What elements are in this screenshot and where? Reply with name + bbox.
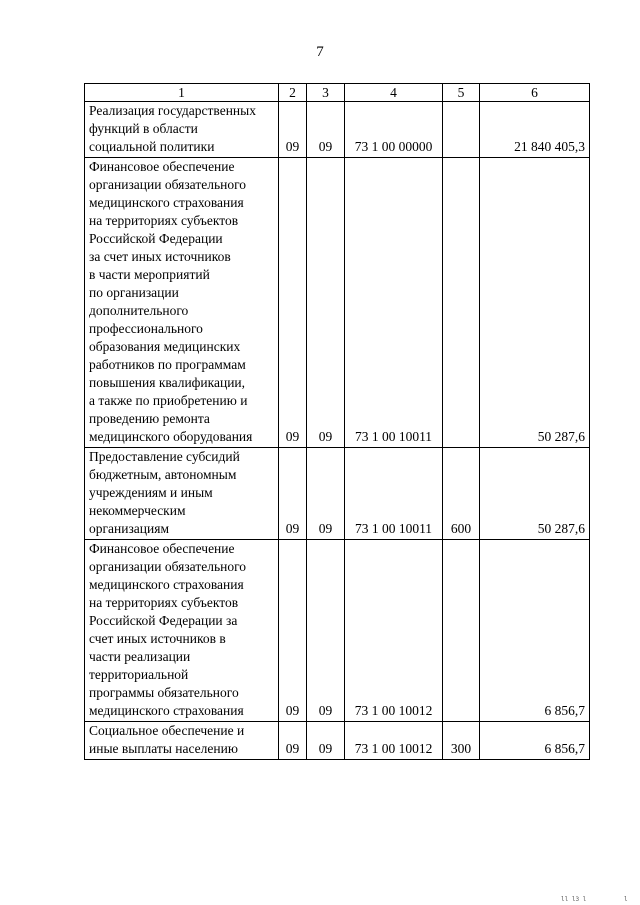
header-col-4: 4 xyxy=(345,84,443,102)
row-target-article: 73 1 00 00000 xyxy=(345,102,443,158)
row-expense-type: 600 xyxy=(443,448,480,540)
row-name: Социальное обеспечение и иные выплаты населению xyxy=(85,722,279,760)
row-target-article: 73 1 00 10011 xyxy=(345,448,443,540)
table-row xyxy=(85,722,590,760)
page-number: 7 xyxy=(316,44,324,60)
table-row xyxy=(85,158,590,448)
row-subsection: 09 xyxy=(307,540,345,722)
table-row xyxy=(85,102,590,158)
table-row xyxy=(85,448,590,540)
row-amount: 6 856,7 xyxy=(480,722,590,760)
row-section: 09 xyxy=(279,540,307,722)
row-target-article: 73 1 00 10012 xyxy=(345,722,443,760)
row-name: Предоставление субсидий бюджетным, автономным учреждениям и иным некоммерческим организациям xyxy=(85,448,279,540)
row-section: 09 xyxy=(279,158,307,448)
row-expense-type: 300 xyxy=(443,722,480,760)
header-col-6: 6 xyxy=(480,84,590,102)
row-subsection: 09 xyxy=(307,722,345,760)
row-expense-type xyxy=(443,102,480,158)
row-subsection: 09 xyxy=(307,158,345,448)
row-expense-type xyxy=(443,540,480,722)
budget-table xyxy=(84,83,590,760)
row-subsection: 09 xyxy=(307,102,345,158)
row-name: Финансовое обеспечение организации обязательного медицинского страхования на территориях субъектов Российской Федерации за счет иных источников в части мероприятий по организации дополнительного профессионального образования медицинских работников по программам повышения квалификации, а также по приобретению и проведению ремонта медицинского оборудования xyxy=(85,158,279,448)
row-target-article: 73 1 00 10012 xyxy=(345,540,443,722)
row-name: Финансовое обеспечение организации обязательного медицинского страхования на территориях субъектов Российской Федерации за счет иных источников в части реализации территориальной программы обязательного медицинского страхования xyxy=(85,540,279,722)
footer-scan-mark-right: l xyxy=(624,896,628,903)
header-col-2: 2 xyxy=(279,84,307,102)
header-col-5: 5 xyxy=(443,84,480,102)
table-row xyxy=(85,540,590,722)
row-amount: 6 856,7 xyxy=(480,540,590,722)
row-section: 09 xyxy=(279,448,307,540)
row-amount: 21 840 405,3 xyxy=(480,102,590,158)
row-section: 09 xyxy=(279,102,307,158)
row-target-article: 73 1 00 10011 xyxy=(345,158,443,448)
row-amount: 50 287,6 xyxy=(480,448,590,540)
table-header-row xyxy=(85,84,590,102)
row-amount: 50 287,6 xyxy=(480,158,590,448)
row-section: 09 xyxy=(279,722,307,760)
row-expense-type xyxy=(443,158,480,448)
header-col-1: 1 xyxy=(85,84,279,102)
footer-scan-mark: ll l3 l xyxy=(561,896,587,903)
row-subsection: 09 xyxy=(307,448,345,540)
row-name: Реализация государственных функций в области социальной политики xyxy=(85,102,279,158)
header-col-3: 3 xyxy=(307,84,345,102)
